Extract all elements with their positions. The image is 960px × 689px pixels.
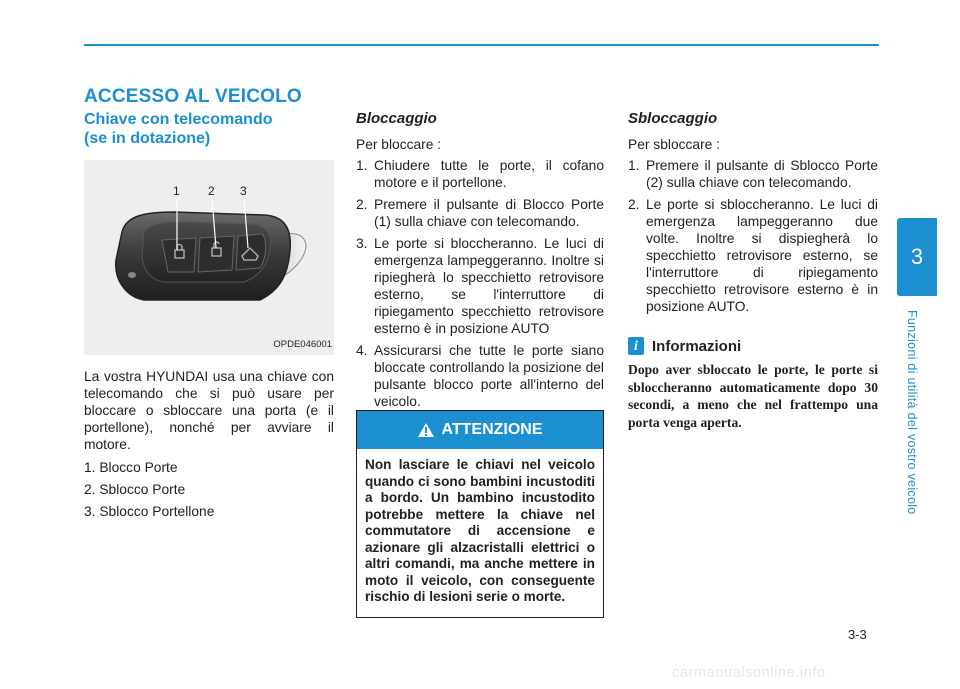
- figure-caption: OPDE046001: [273, 339, 332, 350]
- key-fob-illustration: [84, 160, 334, 355]
- unlocking-intro: Per sbloccare :: [628, 137, 721, 152]
- locking-steps: [356, 157, 604, 410]
- list-item: [356, 196, 604, 230]
- callout-label-1: 1: [173, 184, 180, 198]
- step-text: Chiudere tutte le porte, il cofano motore e il portellone.: [374, 158, 604, 190]
- column-left: [84, 110, 334, 525]
- chapter-title-vertical: [892, 310, 932, 515]
- header-rule: [84, 44, 879, 46]
- subsection-heading: [84, 110, 334, 148]
- list-item: [356, 157, 604, 191]
- key-ring-hole: [128, 272, 136, 278]
- warning-triangle-icon: [417, 422, 435, 438]
- section-title: ACCESSO AL VEICOLO: [84, 86, 302, 107]
- step-text: Premere il pulsante di Blocco Porte (1) sulla chiave con telecomando.: [374, 197, 604, 229]
- locking-intro: Per bloccare :: [356, 137, 442, 152]
- intro-paragraph: La vostra HYUNDAI usa una chiave con telecomando che si può usare per bloccare o sbloccare una porta (e il portellone), nonché per avviare il motore.: [84, 369, 334, 452]
- info-title: Informazioni: [652, 337, 742, 355]
- list-item: [356, 342, 604, 410]
- warning-box: [356, 410, 604, 618]
- step-text: Assicurarsi che tutte le porte siano bloccate controllando la posizione del pulsante blocco porte all'interno del veicolo.: [374, 343, 604, 409]
- list-item: [628, 196, 878, 315]
- list-item: [628, 157, 878, 191]
- callout-label-3: 3: [240, 184, 247, 198]
- chapter-title: Funzioni di utilità del vostro veicolo: [905, 310, 919, 515]
- button-list: [84, 459, 334, 520]
- list-item: 2. Sblocco Porte: [84, 482, 186, 497]
- list-item: [356, 235, 604, 337]
- lock-button-shape: [162, 238, 196, 272]
- column-middle: [356, 110, 604, 415]
- column-right: [628, 110, 878, 431]
- step-text: Premere il pulsante di Sblocco Porte (2) sulla chiave con telecomando.: [646, 158, 878, 190]
- warning-text: Non lasciare le chiavi nel veicolo quando ci sono bambini incustoditi a bordo. Un bambino incustodito potrebbe mettere la chiave nel commutatore di accensione e azionare gli alzacristalli elettrici o altri comandi, ma anche mettere in moto il veicolo, con conseguente rischio di lesioni serie o morte.: [365, 457, 595, 604]
- step-text: Le porte si bloccheranno. Le luci di emergenza lampeggeranno. Inoltre si ripiegherà lo specchietto retrovisore esterno, se l'interruttore di ripiegamento specchietto retrovisore esterno è in posizione AUTO: [374, 236, 604, 336]
- step-text: Le porte si sbloccheranno. Le luci di emergenza lampeggeranno due volte. Inoltre si dispiegherà lo specchietto retrovisore esterno, se l'interruttore di ripiegamento specchietto retrovisore esterno è in posizione AUTO.: [646, 197, 878, 314]
- tailgate-button-shape: [236, 234, 266, 270]
- step-number: 3.: [356, 236, 368, 251]
- page-number: 3-3: [848, 627, 867, 642]
- step-number: 4.: [356, 343, 368, 358]
- unlocking-steps: [628, 157, 878, 315]
- unlocking-heading: Sbloccaggio: [628, 110, 718, 127]
- warning-title: ATTENZIONE: [441, 421, 543, 438]
- warning-header: [357, 411, 603, 449]
- callout-label-2: 2: [208, 184, 215, 198]
- chapter-number: 3: [910, 244, 924, 269]
- info-text: Dopo aver sbloccato le porte, le porte si sbloccheranno automaticamente dopo 30 secondi, a meno che nel frattempo una porta venga aperta.: [628, 362, 878, 430]
- step-number: 2.: [356, 197, 368, 212]
- list-item: 1. Blocco Porte: [84, 460, 178, 475]
- key-fob-figure: [84, 160, 334, 355]
- step-number: 2.: [628, 197, 640, 212]
- info-icon: i: [628, 337, 644, 355]
- list-item: 3. Sblocco Portellone: [84, 504, 215, 519]
- chapter-tab: [897, 218, 937, 296]
- watermark: carmanualsonline.info: [672, 665, 826, 681]
- locking-heading: Bloccaggio: [356, 110, 437, 127]
- step-number: 1.: [628, 158, 640, 173]
- step-number: 1.: [356, 158, 368, 173]
- heading-line-2: (se in dotazione): [84, 130, 211, 147]
- info-heading: [628, 337, 878, 355]
- heading-line-1: Chiave con telecomando: [84, 111, 273, 128]
